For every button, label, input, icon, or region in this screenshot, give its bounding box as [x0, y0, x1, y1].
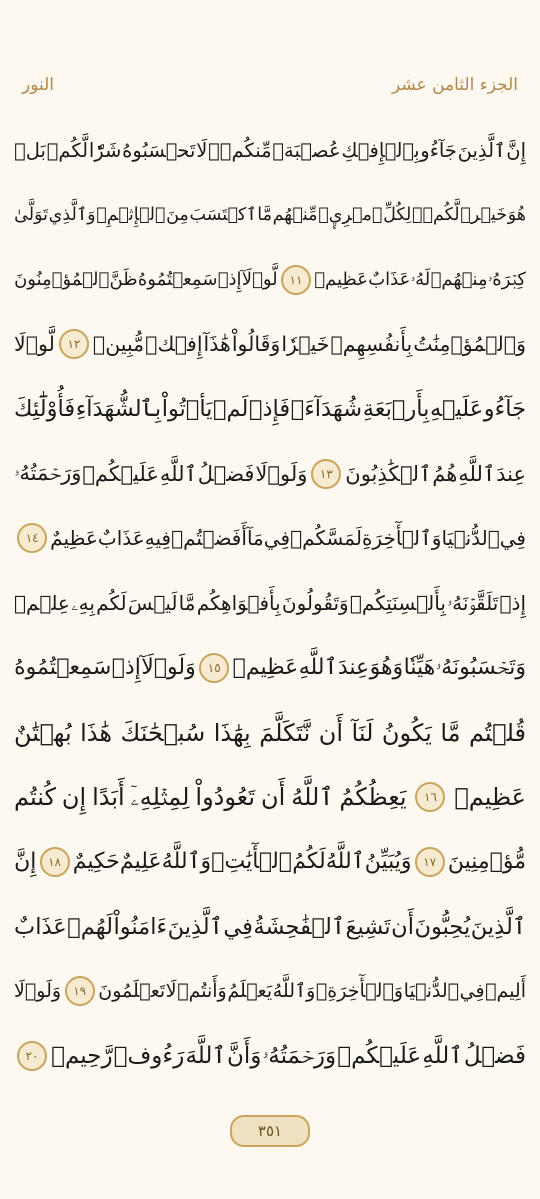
word: وَرَحۡمَتُهُۥ — [262, 1042, 337, 1069]
word: عَلِيمٌ — [119, 849, 162, 875]
word: لَّوۡلَا — [14, 332, 55, 357]
word: ٱللَّهِ — [458, 461, 496, 486]
word: تَعۡلَمُونَ — [98, 980, 166, 1003]
word: عِلۡمٞ — [14, 591, 70, 616]
word: إِذۡ — [111, 655, 141, 681]
word: ٱكۡتَسَبَ — [189, 205, 257, 226]
word: هَٰذَا — [80, 718, 113, 747]
word: ٱلۡمُؤۡمِنُونَ — [14, 269, 110, 291]
word: لَنَآ — [351, 718, 374, 747]
word: تَلَقَّوۡنَهُۥ — [447, 591, 499, 616]
word: لِمِثۡلِهِۦٓ — [130, 783, 190, 812]
word: كِبۡرَهُۥ — [487, 269, 526, 291]
word: وَٱلَّذِي — [48, 205, 96, 226]
word: عَلَيۡكُمۡ — [337, 1042, 422, 1069]
word: فَإِذۡ — [248, 396, 291, 423]
word: هُوَ — [507, 205, 526, 226]
word: لَّكُمۖ — [46, 138, 89, 162]
word: هَٰذَآ — [203, 332, 231, 357]
word: لَّكُمۡۚ — [411, 205, 460, 226]
word: ٱلدُّنۡيَا — [403, 980, 460, 1003]
word: ٱلۡكَٰذِبُونَ — [345, 461, 432, 486]
word: وَلَوۡلَا — [255, 461, 308, 486]
word: إِنَّ — [14, 849, 37, 875]
word: إِفۡكٞ — [145, 332, 203, 357]
word: بُهۡتَٰنٌ — [14, 718, 72, 747]
text-line — [14, 894, 526, 959]
word: ظَنَّ — [109, 269, 138, 291]
word: لَهُمۡ — [67, 913, 113, 940]
word: أَن — [260, 783, 286, 812]
word: فِيهِ — [144, 526, 172, 551]
word: بِهَٰذَا — [213, 718, 251, 747]
word: بِأَفۡوَاهِكُم — [196, 591, 281, 616]
word: لَكُمُ — [292, 849, 326, 875]
word: رَءُوفٞ — [113, 1042, 185, 1069]
word: فِي — [263, 526, 291, 551]
word: ٱللَّهُ — [325, 849, 365, 875]
word: ٱللَّهَ — [185, 1042, 226, 1069]
word: وَقَالُواْ — [231, 332, 281, 357]
word: فَأُوْلَٰٓئِكَ — [14, 396, 76, 423]
word: إِذۡ — [217, 269, 242, 291]
word: لَكُم — [96, 591, 127, 616]
ayah-number-marker: ١٣ — [311, 459, 341, 489]
text-line — [14, 118, 526, 183]
word: فَضۡلُ — [197, 461, 255, 486]
word: ٱللَّهِ — [159, 461, 197, 486]
word: لَهُۥ — [410, 269, 431, 291]
word: ٱمۡرِيٕٖ — [318, 205, 383, 226]
word: قُلۡتُم — [468, 718, 526, 747]
word: ءَامَنُواْ — [113, 913, 168, 940]
word: مَّا — [178, 591, 196, 616]
word: سَمِعۡتُمُوهُ — [14, 655, 112, 681]
word: جَآءُو — [420, 138, 457, 162]
word: ٱلَّذِينَ — [470, 913, 526, 940]
word: شَرّٗا — [88, 138, 122, 162]
word: عَذَابٌ — [97, 526, 145, 551]
ayah-number-marker: ٢٠ — [17, 1041, 47, 1071]
text-line — [14, 247, 526, 312]
word: عَظِيمٞ — [314, 269, 368, 291]
word: ٱلۡأٓيَٰتِۚ — [211, 849, 293, 875]
word: وَلَوۡلَآ — [141, 655, 196, 681]
word: فِي — [499, 526, 526, 551]
word: لَمَسَّكُمۡ — [290, 526, 362, 551]
word: هَيِّنٗا — [403, 655, 436, 681]
word: فِي — [223, 913, 253, 940]
text-line — [14, 765, 526, 830]
word: كُنتُم — [14, 783, 56, 812]
word: جَآءُو — [483, 396, 526, 423]
text-line — [14, 377, 526, 442]
word: تَعُودُواْ — [195, 783, 256, 812]
word: عِندَ — [496, 461, 526, 486]
ayah-number-marker: ١٥ — [199, 653, 229, 683]
word: ٱللَّهِ — [298, 655, 338, 681]
text-line — [14, 700, 526, 765]
word: بِٱلۡإِفۡكِ — [341, 138, 420, 162]
word: رَّحِيمٞ — [51, 1042, 113, 1069]
word: ٱللَّهِ — [422, 1042, 463, 1069]
text-line — [14, 571, 526, 636]
word: مَّا — [440, 718, 461, 747]
word: عُصۡبَةٞ — [272, 138, 341, 162]
word: تَشِيعَ — [345, 913, 391, 940]
text-line — [14, 959, 526, 1024]
word: فِي — [459, 980, 485, 1003]
word: يُحِبُّونَ — [414, 913, 471, 940]
word: وَلَوۡلَا — [14, 980, 62, 1003]
word: أَن — [391, 913, 414, 940]
word: عَظِيمٌ — [50, 526, 98, 551]
word: مُّبِينٞ — [92, 332, 145, 357]
word: عَذَابٌ — [368, 269, 411, 291]
word: عَلَيۡهِ — [429, 396, 484, 423]
page-footer — [0, 1115, 540, 1147]
word: لِكُلِّ — [383, 205, 412, 226]
ayah-number-marker: ١٤ — [17, 523, 47, 553]
word: إِنَّ — [506, 138, 526, 162]
word: عَظِيمٞ — [232, 655, 299, 681]
word: إِن — [61, 783, 87, 812]
word: وَٱللَّهُ — [272, 980, 316, 1003]
word: عِندَ — [337, 655, 370, 681]
word: تَحۡسَبُوهُ — [122, 138, 196, 162]
word: شُهَدَآءَۚ — [290, 396, 363, 423]
word: وَأَنَّ — [227, 1042, 262, 1069]
word: وَرَحۡمَتُهُۥ — [14, 461, 82, 486]
word: بِٱلشُّهَدَآءِ — [75, 396, 162, 423]
word: مِنۡهُمۡ — [430, 269, 488, 291]
word: عَذَابٌ — [14, 913, 67, 940]
quran-page-text — [14, 118, 526, 1088]
word: مِنَ — [166, 205, 189, 226]
page-header — [22, 70, 518, 100]
text-line — [14, 636, 526, 701]
word: مِّنۡهُم — [272, 205, 318, 226]
word: لَيۡسَ — [127, 591, 178, 616]
word: ٱلَّذِينَ — [167, 913, 223, 940]
ayah-number-marker: ١٧ — [415, 847, 445, 877]
word: لَا — [165, 980, 177, 1003]
word: خَيۡرٗا — [281, 332, 330, 357]
word: وَأَنتُمۡ — [177, 980, 227, 1003]
word: بِأَرۡبَعَةِ — [362, 396, 430, 423]
text-line — [14, 441, 526, 506]
word: مَّا — [257, 205, 272, 226]
word: لَّوۡلَآ — [241, 269, 278, 291]
ayah-number-marker: ١١ — [281, 265, 311, 295]
word: تَوَلَّىٰ — [14, 205, 48, 226]
word: وَيُبَيِّنُ — [364, 849, 412, 875]
word: وَٱلۡأٓخِرَةِ — [361, 526, 442, 551]
word: ٱلۡفَٰحِشَةُ — [253, 913, 345, 940]
word: وَٱللَّهُ — [161, 849, 212, 875]
ayah-number-marker: ١٦ — [415, 782, 445, 812]
word: مَآ — [246, 526, 264, 551]
juz-label: الجزء الثامن عشر — [391, 75, 518, 95]
word: ٱلدُّنۡيَا — [441, 526, 500, 551]
word: أَبَدًا — [92, 783, 125, 812]
word: أَلِيمٞ — [485, 980, 526, 1003]
word: إِذۡ — [499, 591, 526, 616]
page-number: ٣٥١ — [257, 1122, 283, 1140]
word: وَهُوَ — [369, 655, 404, 681]
word: يَأۡتُواْ — [161, 396, 213, 423]
word: أَفَضۡتُمۡ — [171, 526, 247, 551]
text-line — [14, 1024, 526, 1089]
word: عَظِيمٞ — [454, 783, 526, 812]
word: لَا — [196, 138, 208, 162]
word: ٱللَّهُ — [291, 783, 334, 812]
word: مِّنكُمۡۚ — [208, 138, 272, 162]
ayah-number-marker: ١٨ — [40, 847, 70, 877]
text-line — [14, 506, 526, 571]
surah-name: النور — [22, 75, 55, 95]
word: نَّتَكَلَّمَ — [259, 718, 311, 747]
word: فَضۡلُ — [463, 1042, 526, 1069]
word: ٱلۡإِثۡمِۚ — [96, 205, 166, 226]
word: سَمِعۡتُمُوهُ — [137, 269, 218, 291]
word: مُّؤۡمِنِينَ — [447, 849, 526, 875]
page-number-badge — [230, 1115, 310, 1147]
word: بِأَنفُسِهِمۡ — [330, 332, 413, 357]
word: وَتَحۡسَبُونَهُۥ — [435, 655, 526, 681]
word: هُمُ — [432, 461, 458, 486]
word: حَكِيمٌ — [72, 849, 120, 875]
text-line — [14, 183, 526, 248]
ayah-number-marker: ١٩ — [65, 976, 95, 1006]
word: بِهِۦ — [71, 591, 95, 616]
word: وَتَقُولُونَ — [281, 591, 349, 616]
word: سُبۡحَٰنَكَ — [120, 718, 206, 747]
text-line — [14, 830, 526, 895]
word: أَن — [318, 718, 344, 747]
word: خَيۡرٞ — [460, 205, 508, 226]
word: لَمۡ — [213, 396, 249, 423]
word: يَكُونُ — [381, 718, 432, 747]
word: وَٱلۡمُؤۡمِنَٰتُ — [413, 332, 526, 357]
word: بَلۡ — [14, 138, 46, 162]
text-line — [14, 312, 526, 377]
ayah-number-marker: ١٢ — [59, 329, 89, 359]
word: ٱلَّذِينَ — [457, 138, 506, 162]
word: وَٱلۡأٓخِرَةِۚ — [315, 980, 404, 1003]
word: عَلَيۡكُمۡ — [82, 461, 159, 486]
word: يَعۡلَمُ — [227, 980, 273, 1003]
word: يَعِظُكُمُ — [339, 783, 407, 812]
word: بِأَلۡسِنَتِكُمۡ — [349, 591, 446, 616]
